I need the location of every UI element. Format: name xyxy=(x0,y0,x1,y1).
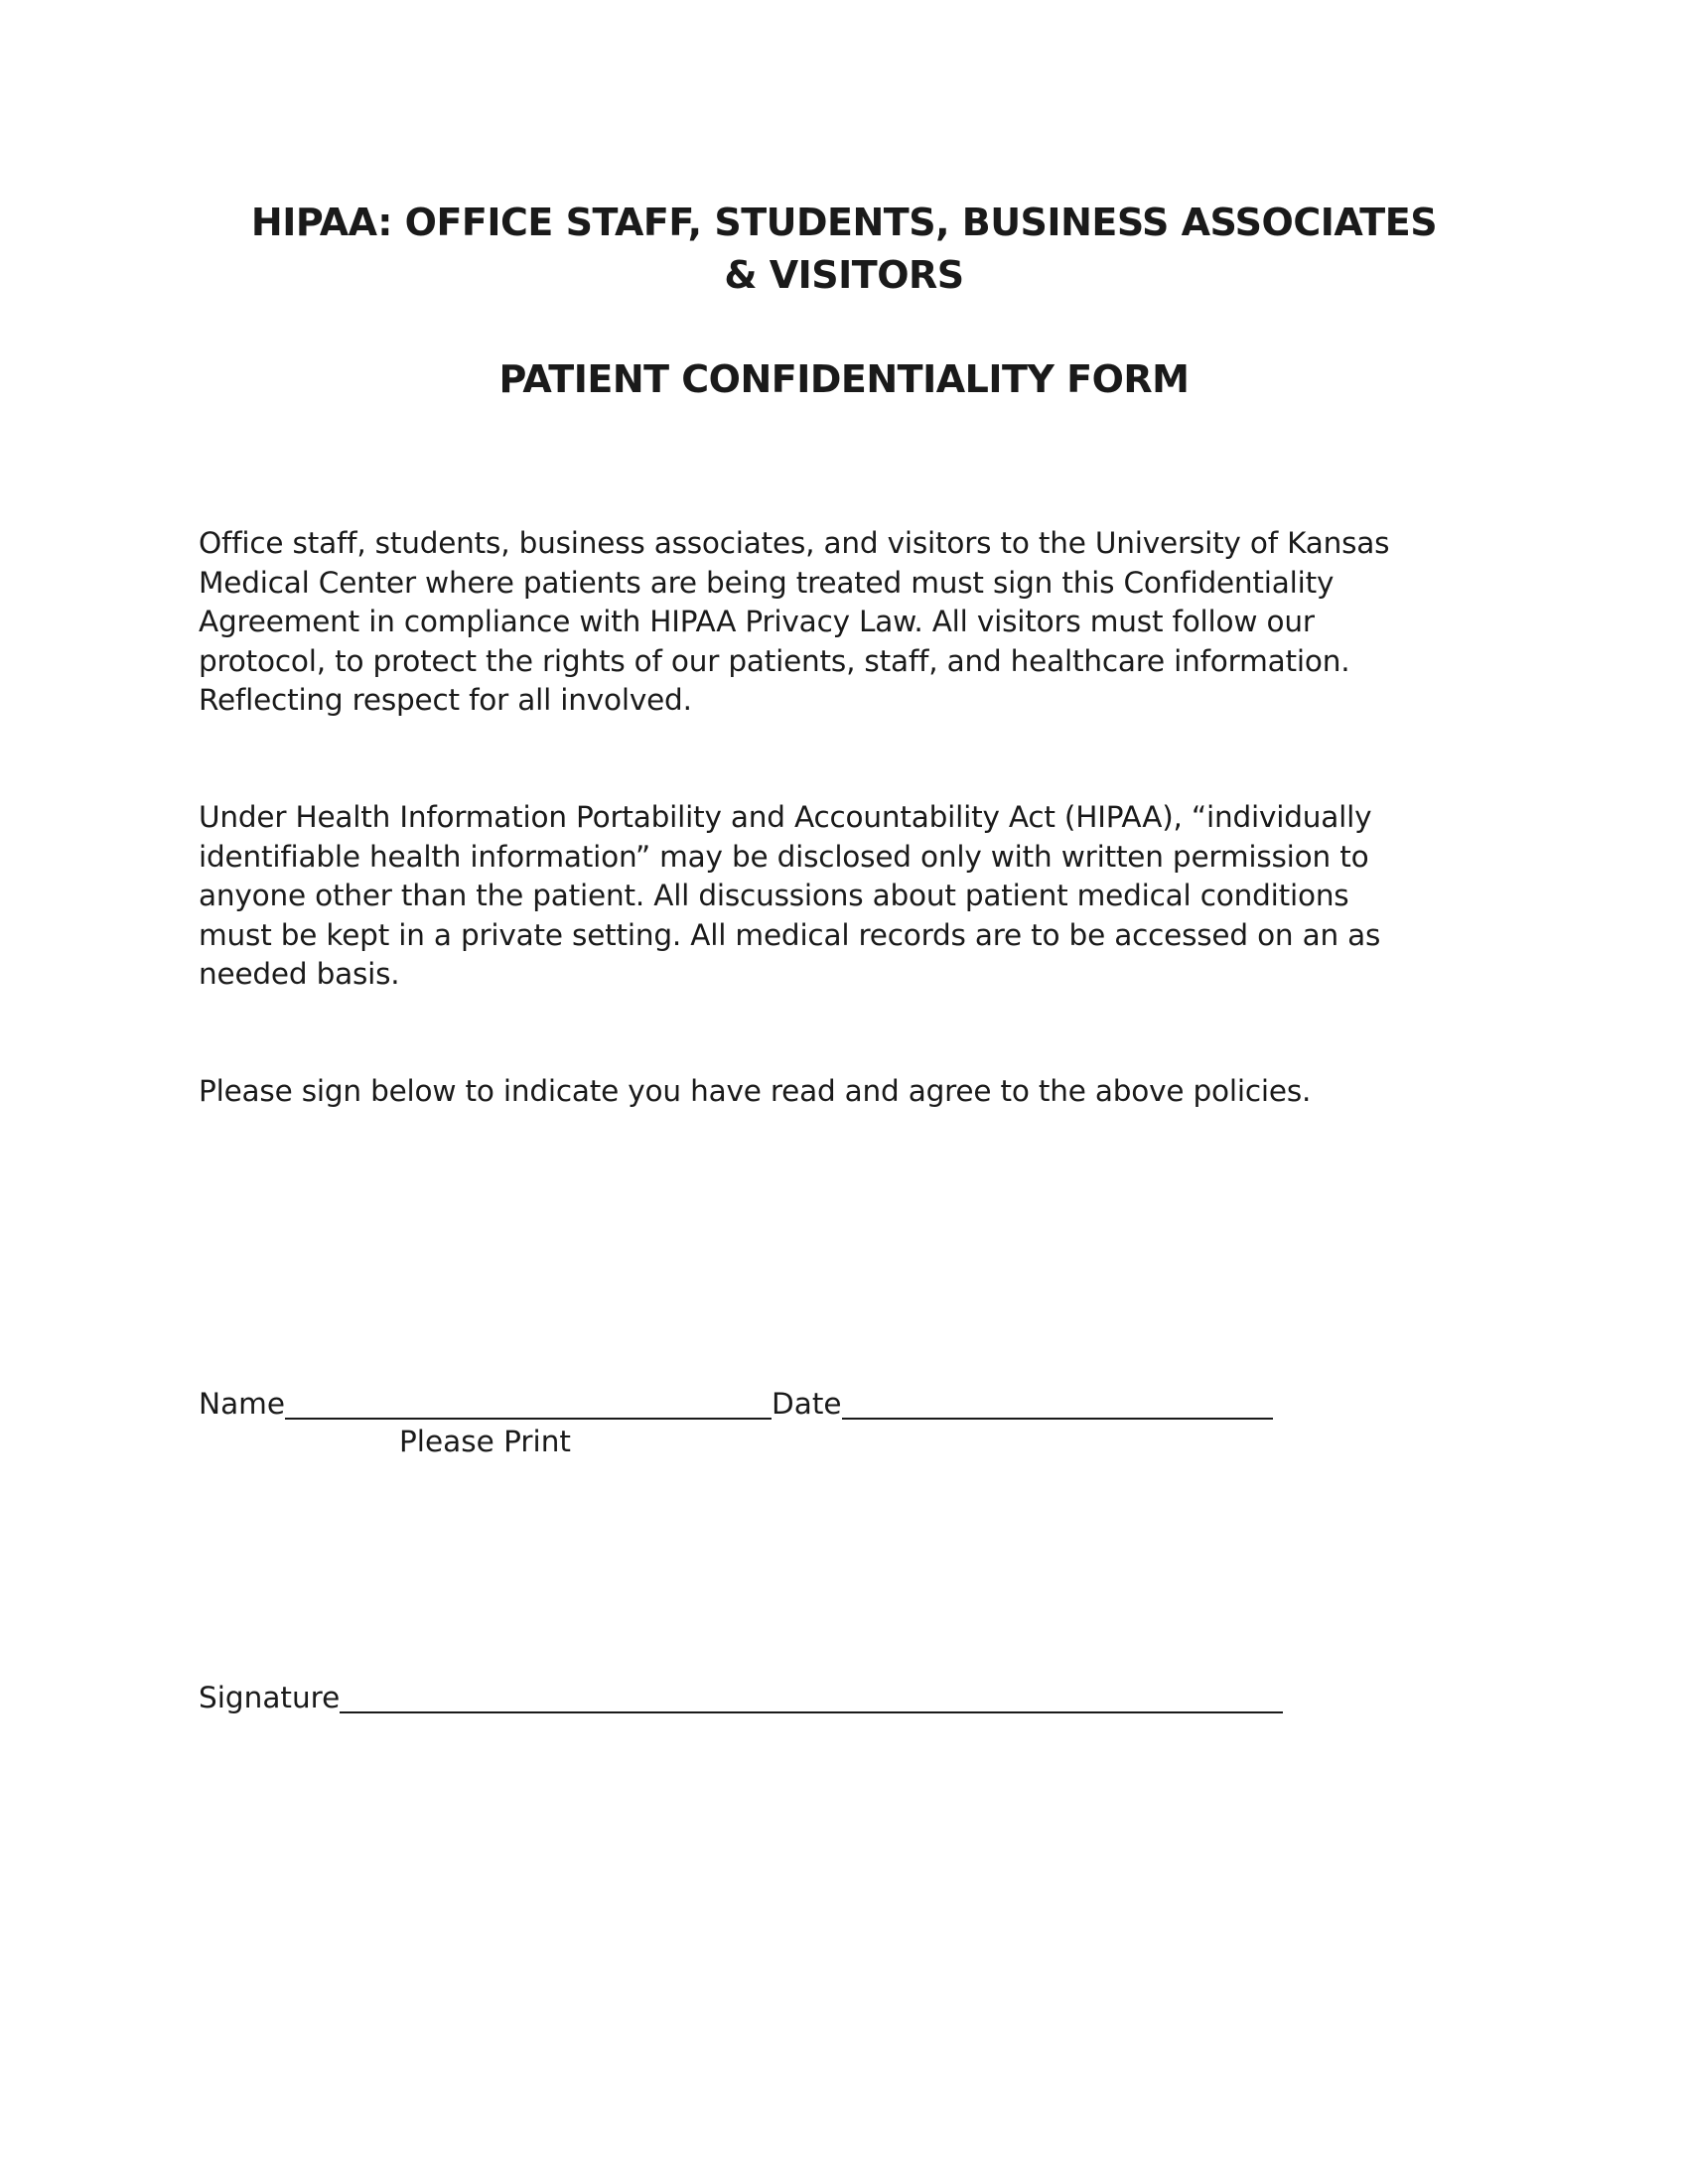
paragraph-line: protocol, to protect the rights of our patients, staff, and healthcare information. xyxy=(199,643,1350,678)
paragraph-line: Medical Center where patients are being treated must sign this Confidentiality xyxy=(199,565,1335,600)
signature-field[interactable] xyxy=(340,1682,1283,1713)
paragraph-line: Office staff, students, business associates, and visitors to the University of Kansas xyxy=(199,526,1390,560)
name-label: Name xyxy=(199,1387,286,1421)
hipaa-paragraph xyxy=(199,798,1489,995)
form-title: PATIENT CONFIDENTIALITY FORM xyxy=(498,357,1190,401)
paragraph-line: Reflecting respect for all involved. xyxy=(199,683,692,717)
paragraph-line: must be kept in a private setting. All medical records are to be accessed on an as xyxy=(199,917,1381,952)
name-date-row xyxy=(199,1384,1273,1424)
instruction-paragraph xyxy=(199,1072,1489,1112)
signature-label: Signature xyxy=(199,1681,341,1714)
paragraph-line: Please sign below to indicate you have read and agree to the above policies. xyxy=(199,1074,1312,1108)
name-print-hint: Please Print xyxy=(399,1425,571,1458)
date-label: Date xyxy=(772,1387,842,1421)
paragraph-line: anyone other than the patient. All discussions about patient medical conditions xyxy=(199,879,1349,912)
date-field[interactable] xyxy=(842,1388,1273,1420)
paragraph-line: Agreement in compliance with HIPAA Privacy Law. All visitors must follow our xyxy=(199,605,1315,638)
signature-row xyxy=(199,1678,1283,1717)
intro-paragraph xyxy=(199,524,1489,721)
paragraph-line: needed basis. xyxy=(199,957,400,991)
paragraph-line: Under Health Information Portability and Accountability Act (HIPAA), “individually xyxy=(199,800,1372,834)
name-field[interactable] xyxy=(285,1388,772,1420)
document-title-line-1: HIPAA: OFFICE STAFF, STUDENTS, BUSINESS ASSOCIATES xyxy=(250,201,1438,244)
paragraph-line: identifiable health information” may be disclosed only with written permission to xyxy=(199,839,1369,874)
document-title-line-2: & VISITORS xyxy=(724,253,964,297)
